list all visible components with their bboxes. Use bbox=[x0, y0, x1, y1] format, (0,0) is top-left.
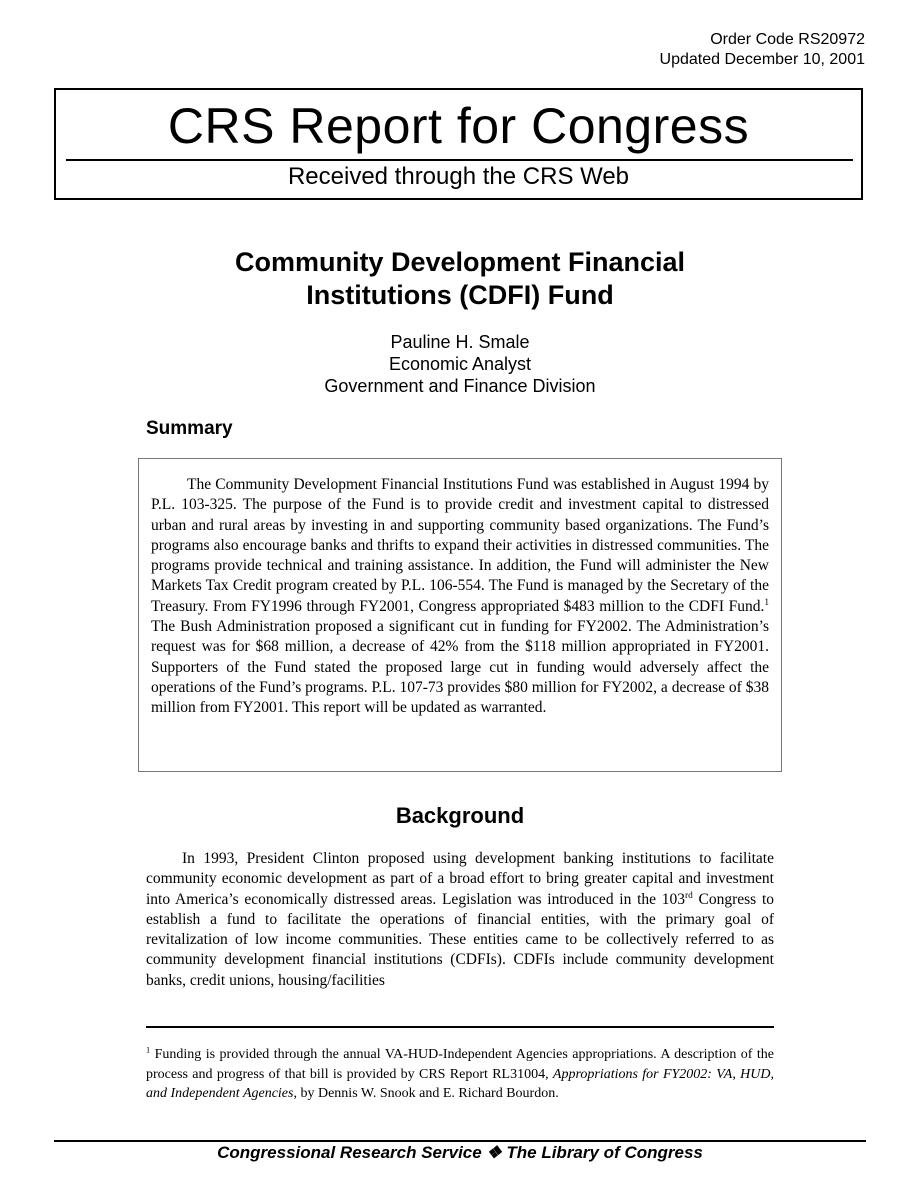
footnote-number: 1 bbox=[146, 1045, 151, 1055]
summary-paragraph bbox=[151, 475, 769, 719]
summary-text-part-1: The Community Development Financial Institutions Fund was established in August 1994 by P.L. 103-325. The purpose of the Fund is to provide credit and investment capital to distressed urban and rural areas by investing in and supporting community based organizations. The Fund’s programs also encourage banks and thrifts to expand their activities in distressed communities. The programs provide technical and training assistance. In addition, the Fund will administer the New Markets Tax Credit program created by P.L. 106-554. The Fund is managed by the Secretary of the Treasury. From FY1996 through FY2001, Congress appropriated $483 million to the CDFI Fund. bbox=[151, 476, 769, 615]
background-heading: Background bbox=[395, 803, 525, 828]
footnote-cited-title: Appropriations for FY2002: VA, HUD, and Independent Agencies bbox=[146, 1066, 774, 1101]
summary-box bbox=[138, 458, 782, 772]
background-paragraph bbox=[146, 849, 774, 991]
footnote-text-part-1: Funding is provided through the annual VA-HUD-Independent Agencies appropriations. A description of the process and progress of that bill is provided by CRS Report RL31004, bbox=[146, 1047, 774, 1082]
title-line-1: Community Development Financial bbox=[234, 247, 686, 277]
banner-rule bbox=[66, 159, 853, 161]
background-text-part-1: In 1993, President Clinton proposed using development banking institutions to facilitate community economic development as part of a broad effort to bring greater capital and investment into America’s economically distressed areas. Legislation was introduced in the 103 bbox=[146, 850, 774, 908]
order-code: Order Code RS20972 bbox=[710, 31, 865, 48]
updated-date: Updated December 10, 2001 bbox=[659, 51, 865, 68]
banner-title: CRS Report for Congress bbox=[167, 98, 750, 154]
title-line-2: Institutions (CDFI) Fund bbox=[306, 280, 614, 310]
background-text-part-2: Congress to establish a fund to facilitate the operations of financial entities, with the primary goal of revitalization of low income communities. These entities came to be collectively referred to as community development financial institutions (CDFIs). CDFIs include community development banks, credit unions, housing/facilities bbox=[146, 890, 775, 989]
footnote-text-part-2: , by Dennis W. Snook and E. Richard Bourdon. bbox=[293, 1086, 559, 1101]
banner-subtitle: Received through the CRS Web bbox=[287, 163, 630, 190]
author-name: Pauline H. Smale bbox=[390, 332, 530, 352]
order-info bbox=[660, 30, 865, 70]
author-division: Government and Finance Division bbox=[324, 376, 596, 396]
summary-text-part-2: The Bush Administration proposed a significant cut in funding for FY2002. The Administration’s request was for $68 million, a decrease of 42% from the $118 million appropriated in FY2001. Supporters of the Fund stated the proposed large cut in funding would adversely affect the operations of the Fund’s programs. P.L. 107-73 provides $80 million for FY2002, a decrease of $38 million from FY2001. This report will be updated as warranted. bbox=[151, 618, 769, 717]
footer-divider bbox=[54, 1140, 866, 1142]
report-banner bbox=[54, 88, 863, 200]
footnote bbox=[146, 1045, 774, 1104]
author-block bbox=[120, 331, 800, 397]
footnote-reference[interactable]: 1 bbox=[764, 597, 769, 608]
footnote-divider bbox=[146, 1026, 774, 1028]
author-title: Economic Analyst bbox=[388, 354, 532, 374]
ordinal-suffix: rd bbox=[685, 890, 693, 901]
document-title bbox=[120, 246, 800, 312]
summary-heading: Summary bbox=[146, 418, 233, 439]
footer-text: Congressional Research Service ❖ The Library of Congress bbox=[217, 1143, 703, 1162]
